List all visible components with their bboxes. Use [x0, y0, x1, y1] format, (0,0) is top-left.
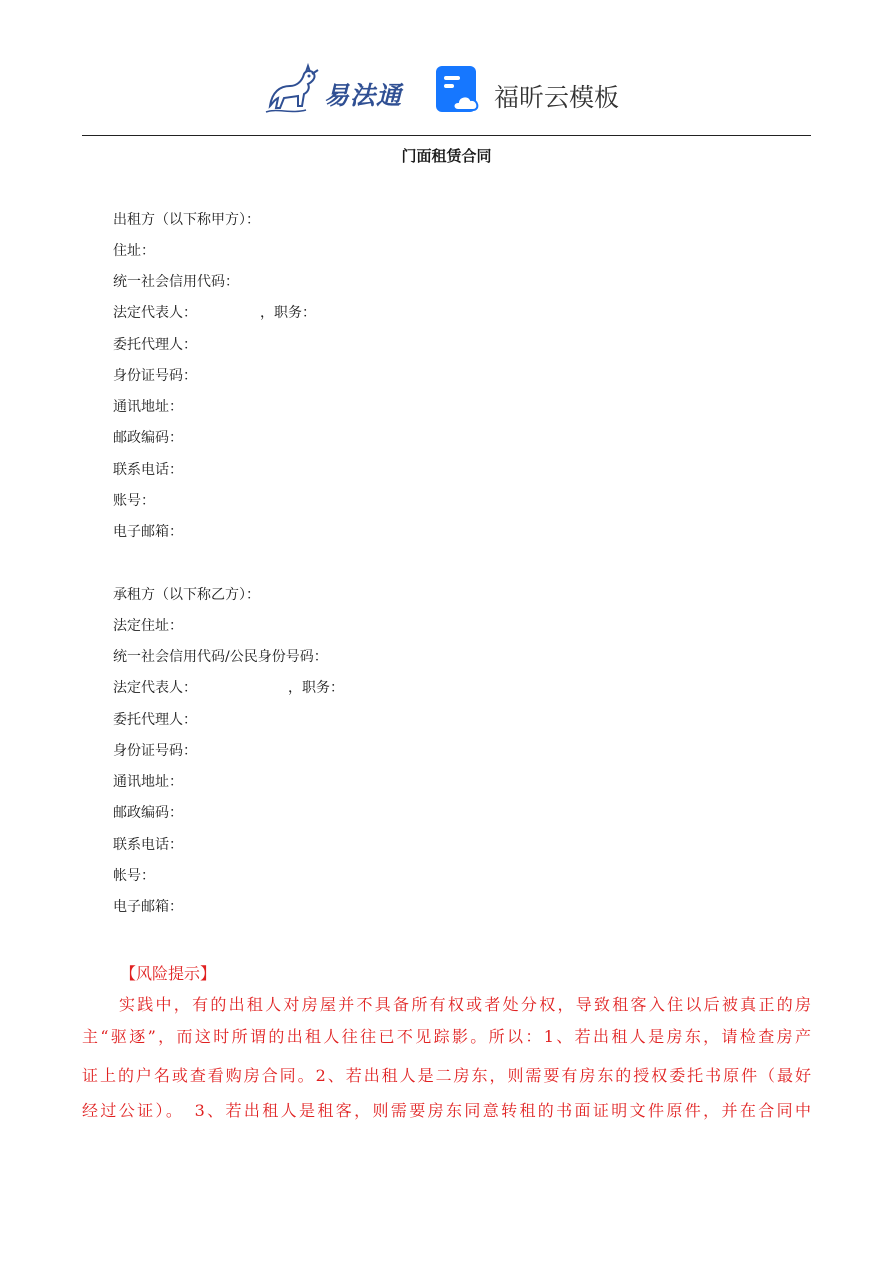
party-b-legal-rep: 法定代表人： ，职务：	[113, 680, 344, 696]
party-b-account: 帐号：	[113, 868, 155, 884]
party-b-address: 法定住址：	[113, 618, 183, 634]
yifatong-wordmark: 易法通	[324, 81, 403, 110]
party-a-agent: 委托代理人：	[113, 337, 197, 353]
foxit-template-wordmark: 福昕云模板	[494, 83, 620, 112]
yifatong-logo	[262, 62, 412, 118]
party-a-mailing-address: 通讯地址：	[113, 399, 183, 415]
risk-notice-line: 主“驱逐”，而这时所谓的出租人往往已不见踪影。所以：1、若出租人是房东，请检查房产	[82, 1027, 811, 1046]
cloud-document-icon	[436, 66, 484, 114]
party-b-phone: 联系电话：	[113, 837, 183, 853]
party-a-phone: 联系电话：	[113, 462, 183, 478]
qilin-icon	[262, 62, 322, 118]
risk-notice-line: 证上的户名或查看购房合同。2、若出租人是二房东，则需要有房东的授权委托书原件（最好	[82, 1066, 811, 1085]
party-b-mailing-address: 通讯地址：	[113, 774, 183, 790]
header-divider	[82, 135, 811, 136]
party-a-address: 住址：	[113, 243, 155, 259]
party-a-postcode: 邮政编码：	[113, 430, 183, 446]
risk-notice-line: 经过公证）。 3、若出租人是租客，则需要房东同意转租的书面证明文件原件，并在合同中	[82, 1101, 811, 1120]
party-b-postcode: 邮政编码：	[113, 805, 183, 821]
party-a-legal-rep: 法定代表人： ，职务：	[113, 305, 316, 321]
party-b-credit-code: 统一社会信用代码/公民身份号码：	[113, 649, 328, 665]
party-a-id-number: 身份证号码：	[113, 368, 197, 384]
page-header	[0, 58, 893, 124]
risk-notice-heading: 【风险提示】	[120, 964, 217, 983]
risk-notice-line: 实践中，有的出租人对房屋并不具备所有权或者处分权，导致租客入住以后被真正的房	[119, 995, 811, 1014]
party-a-email: 电子邮箱：	[113, 524, 183, 540]
party-b-email: 电子邮箱：	[113, 899, 183, 915]
party-b-heading: 承租方（以下称乙方）：	[113, 587, 260, 603]
party-a-heading: 出租方（以下称甲方）：	[113, 212, 260, 228]
party-a-credit-code: 统一社会信用代码：	[113, 274, 239, 290]
party-a-account: 账号：	[113, 493, 155, 509]
party-b-agent: 委托代理人：	[113, 712, 197, 728]
document-title: 门面租赁合同	[401, 147, 492, 165]
party-b-id-number: 身份证号码：	[113, 743, 197, 759]
